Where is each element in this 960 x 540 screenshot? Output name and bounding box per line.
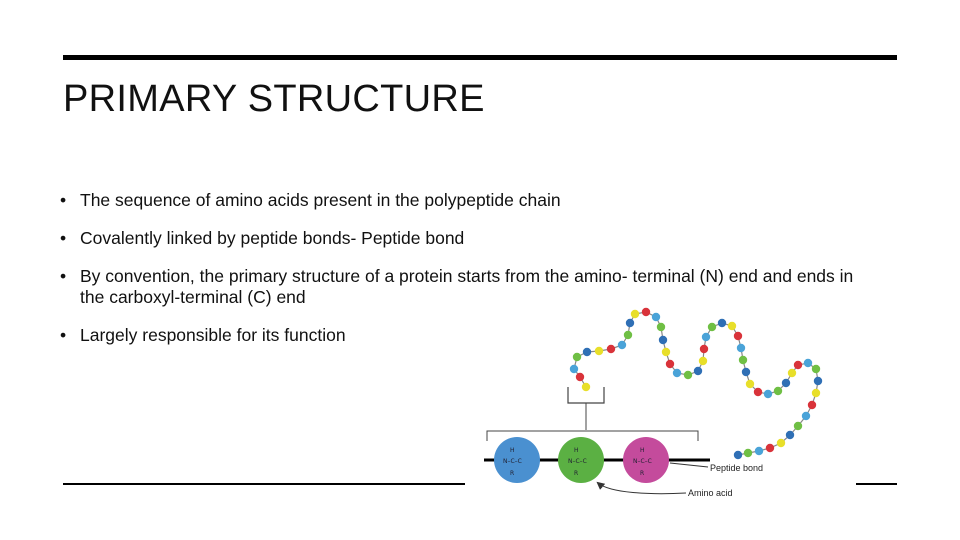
amino-acid-bead (583, 348, 591, 356)
bullet-item: • Covalently linked by peptide bonds- Peptide bond (60, 228, 880, 249)
amino-acid-bead (737, 344, 745, 352)
amino-acid-bead (814, 377, 822, 385)
amino-acid-bead (708, 323, 716, 331)
amino-acid-bead (659, 336, 667, 344)
amino-acid-bead (764, 390, 772, 398)
svg-text:R: R (574, 470, 579, 477)
amino-acid-bead (702, 333, 710, 341)
amino-acid-label: Amino acid (688, 488, 733, 498)
amino-acid-bead (739, 356, 747, 364)
amino-acid-bead (631, 310, 639, 318)
residue-blue (494, 437, 540, 483)
slide-title: PRIMARY STRUCTURE (63, 78, 485, 120)
top-divider (63, 55, 897, 60)
svg-text:H: H (640, 447, 645, 454)
svg-text:N–C–C: N–C–C (568, 458, 587, 465)
polypeptide-illustration (470, 295, 840, 510)
amino-acid-bead (694, 367, 702, 375)
amino-acid-bead (786, 431, 794, 439)
amino-acid-bead (804, 359, 812, 367)
amino-acid-bead (754, 388, 762, 396)
amino-acid-bead (642, 308, 650, 316)
amino-acid-bead (684, 371, 692, 379)
amino-acid-bead (700, 345, 708, 353)
bullet-item: • By convention, the primary structure of a protein starts from the amino- terminal (N) end and ends in the carboxyl-terminal (C) end (60, 266, 880, 308)
amino-acid-bead (728, 322, 736, 330)
peptide-bond-label: Peptide bond (710, 463, 764, 473)
amino-acid-bead (576, 373, 584, 381)
amino-acid-bead (802, 412, 810, 420)
amino-acid-bead (607, 345, 615, 353)
amino-acid-bead (777, 439, 785, 447)
bottom-divider-right (856, 483, 897, 485)
amino-acid-bead (808, 401, 816, 409)
amino-acid-bead (718, 319, 726, 327)
amino-acid-bead (582, 383, 590, 391)
amino-acid-bead (774, 387, 782, 395)
amino-acid-bead (766, 444, 774, 452)
amino-acid-bead (699, 357, 707, 365)
amino-acid-bead (573, 353, 581, 361)
svg-text:N–C–C: N–C–C (633, 458, 652, 465)
amino-acid-bead (812, 365, 820, 373)
amino-acid-bead (812, 389, 820, 397)
amino-acid-bead (673, 369, 681, 377)
peptide-bond-pointer (670, 463, 708, 467)
chain-beads (570, 308, 822, 459)
bullet-item: • Largely responsible for its function (60, 325, 880, 346)
amino-acid-bead (794, 361, 802, 369)
svg-text:R: R (510, 470, 515, 477)
amino-acid-bead (657, 323, 665, 331)
residue-magenta (623, 437, 669, 483)
amino-acid-bead (626, 319, 634, 327)
amino-acid-bead (595, 347, 603, 355)
amino-acid-arrow (598, 483, 686, 494)
amino-acid-bead (666, 360, 674, 368)
amino-acid-bead (742, 368, 750, 376)
amino-acid-bead (755, 447, 763, 455)
svg-text:H: H (510, 447, 515, 454)
chain-links (574, 312, 818, 455)
amino-acid-bead (652, 313, 660, 321)
amino-acid-bead (624, 331, 632, 339)
svg-text:R: R (640, 470, 645, 477)
residue-green (558, 437, 604, 483)
chain-backbone (574, 312, 818, 455)
svg-text:N–C–C: N–C–C (503, 458, 522, 465)
amino-acid-bead (788, 369, 796, 377)
amino-acid-bead (744, 449, 752, 457)
amino-acid-bead (734, 332, 742, 340)
amino-acid-bead (794, 422, 802, 430)
amino-acid-bead (662, 348, 670, 356)
bullet-item: • The sequence of amino acids present in the polypeptide chain (60, 190, 880, 211)
amino-acid-bead (618, 341, 626, 349)
amino-acid-bead (570, 365, 578, 373)
amino-acid-bead (734, 451, 742, 459)
amino-acid-bead (782, 379, 790, 387)
amino-acid-bead (746, 380, 754, 388)
svg-text:H: H (574, 447, 579, 454)
bottom-divider-left (63, 483, 465, 485)
